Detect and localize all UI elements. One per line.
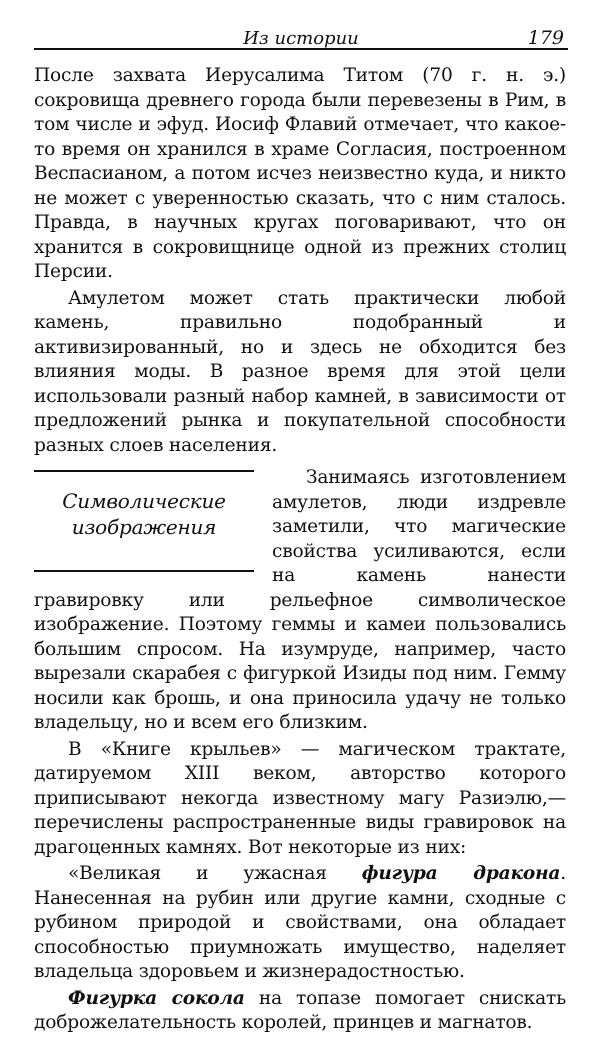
paragraph-5-rest: . Нанесенная на рубин или другие камни, сходные с рубином природой и свойствами, она обладает способностью приумножать имущество, наделяет владельца здоровьем и жизнерадостностью.	[34, 863, 566, 982]
paragraph-1: После захвата Иерусалима Титом (70 г. н. э.) сокровища древнего города были перевезены в Рим, в том числе и эфуд. Иосиф Флавий отмечает, что какое-то время он хранился в храме Согласия, построенном Веспасианом, а потом исчез неизвестно куда, и никто не может с уверенностью сказать, что с ним сталось. Правда, в научных кругах поговаривают, что он хранится в сокровищнице одной из прежних столиц Персии.	[34, 65, 566, 282]
paragraph-6-rest: на топазе помогает снискать доброжелательность королей, принцев и магнатов.	[34, 987, 566, 1033]
dragon-figure-emphasis: фигура дракона	[361, 863, 561, 884]
paragraph-3: Занимаясь изготовлением амулетов, люди издревле заметили, что магические свойства усиливаются, если на камень нанести гравировку или рельефное символическое изображение. Поэтому геммы и камеи пользовались большим спросом. На изумруде, например, часто вырезали скарабея с фигуркой Изиды под ним. Гемму носили как брошь, и она приносила удачу не только владельцу, но и всем его близким.	[34, 467, 566, 733]
sidebar-rule-bottom	[34, 570, 254, 572]
paragraph-4: В «Книге крыльев» — магическом трактате, датируемом XIII веком, авторство которого приписывают некогда известному магу Разиэлю,— перечислены распространенные виды гравировок на драгоценных камнях. Вот некоторые из них:	[34, 738, 566, 858]
paragraph-6	[34, 987, 566, 1036]
header-rule	[34, 48, 568, 50]
sidebar-heading	[34, 466, 254, 578]
paragraph-5-start: «Великая и ужасная	[68, 863, 362, 884]
page-number: 179	[527, 27, 564, 49]
sidebar-title	[34, 488, 254, 540]
paragraph-5	[34, 862, 566, 985]
sidebar-title-line-1: Символические	[62, 489, 226, 513]
sidebar-rule-top	[34, 470, 254, 472]
running-title: Из истории	[243, 28, 359, 49]
page-header	[34, 24, 568, 50]
body-text	[34, 64, 566, 1038]
sidebar-title-line-2: изображения	[71, 515, 217, 539]
falcon-figure-emphasis: Фигурка сокола	[68, 987, 245, 1009]
paragraph-2: Амулетом может стать практически любой камень, правильно подобранный и активизированный, но и здесь не обходится без влияния моды. В разное время для этой цели использовали разный набор камней, в зависимости от предложений рынка и покупательной способности разных слоев населения.	[34, 287, 566, 456]
